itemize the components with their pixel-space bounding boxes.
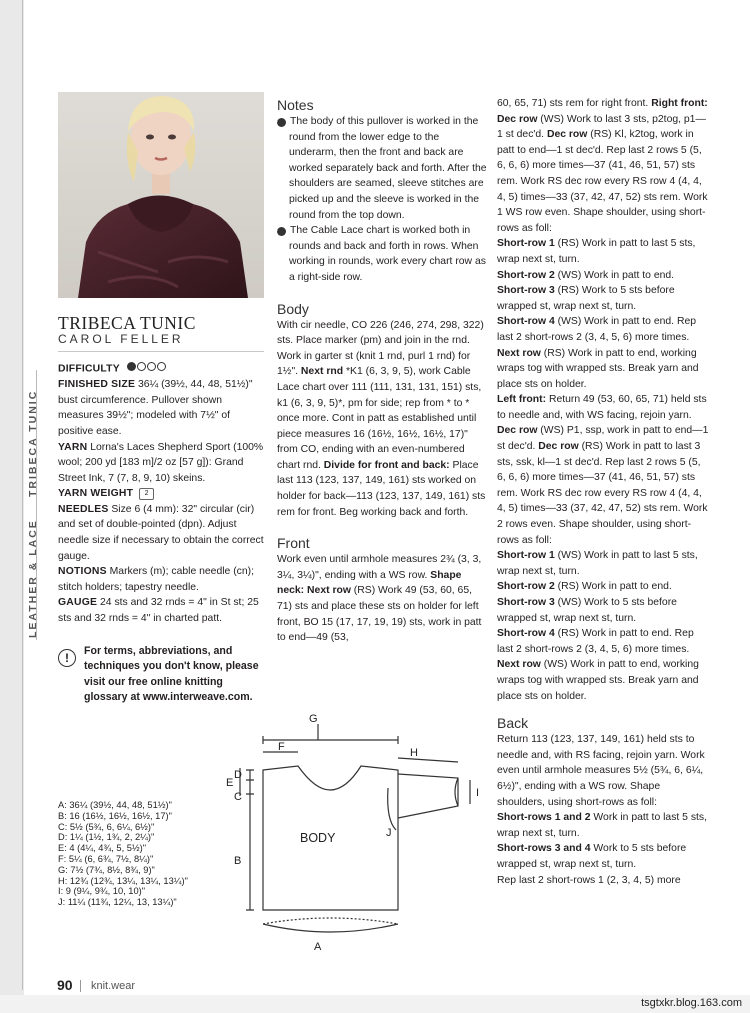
legend-item: A: 36¼ (39½, 44, 48, 51½)" — [58, 800, 172, 810]
legend-item: I: 9 (9¼, 9¾, 10, 10)" — [58, 886, 146, 897]
short-row — [497, 626, 709, 704]
needles-label: NEEDLES — [58, 503, 109, 515]
difficulty-dot-empty — [157, 362, 166, 371]
glossary-note — [58, 644, 268, 706]
yarn-weight — [58, 486, 268, 502]
short-row — [497, 268, 709, 284]
legend-item: D: 1¼ (1½, 1¾, 2, 2¼)" — [58, 832, 155, 843]
section-label: LEATHER & LACE — [27, 519, 39, 638]
short-row — [497, 283, 709, 314]
body-text: Place last 113 (123, 137, 149, 161) sts worked on holder for back—113 (123, 137, 149, 161) sts rem for front. Beg working back and forth. — [277, 459, 486, 518]
body-bold: Next rnd — [300, 366, 344, 378]
body-heading: Body — [277, 300, 309, 317]
watermark-bar — [0, 995, 750, 1013]
short-row-text: Work to 5 sts before wrapped st, wrap next st, turn. — [497, 843, 687, 870]
note-item — [273, 114, 487, 223]
body-bold: Divide for front and back: — [323, 459, 450, 471]
legend-item: H: 12¾ (12¾, 13¼, 13¼, 13¼)" — [58, 875, 188, 886]
yarn-weight-label: YARN WEIGHT — [58, 488, 134, 500]
col3-bold: Dec row — [546, 129, 588, 141]
designer-name: CAROL FELLER — [58, 332, 184, 346]
legend-item: E: 4 (4¼, 4¾, 5, 5½)" — [58, 843, 147, 854]
short-row-text: (WS) Work in patt to last 5 sts, wrap next st, turn. — [497, 550, 698, 577]
column-2 — [273, 96, 487, 646]
legend-item: B: 16 (16½, 16½, 16½, 17)" — [58, 810, 172, 821]
glossary-note-text: For terms, abbreviations, and techniques you don't know, please visit our free online knitting glossary at www.interweave.com. — [84, 645, 259, 704]
difficulty-dot-filled — [127, 362, 136, 371]
next-row-text: (RS) Work in patt to end, working wraps tog with wrapped sts. Break yarn and place sts on holder. — [497, 347, 699, 390]
schematic-letter: B — [234, 855, 242, 867]
schematic-letter: D — [234, 769, 242, 781]
short-row-label: Short-row 4 — [497, 628, 555, 640]
difficulty-rating — [127, 361, 167, 377]
notions-value: Markers (m); cable needle (cn); stitch holders; tapestry needle. — [58, 566, 254, 593]
short-row-label: Short-row 2 — [497, 581, 555, 593]
back-text: Return 113 (123, 137, 149, 161) held sts to needle and, with RS facing, rejoin yarn. Work even until armhole measures 5½ (5¾, 6, 6¼, 6½)", ending with a WS row. Shape shoulders, using short-rows as foll: — [497, 734, 705, 808]
gauge — [58, 595, 268, 626]
schematic-body-label: BODY — [300, 831, 336, 845]
short-row — [497, 314, 709, 392]
gauge-value: 24 sts and 32 rnds = 4" in St st; 25 sts and 32 rnds = 4" in charted patt. — [58, 597, 259, 625]
model-photo — [58, 92, 264, 298]
difficulty-dot-empty — [137, 362, 146, 371]
body-text: *K1 (6, 3, 9, 5), work Cable Lace chart over 111 (111, 131, 131, 151) sts, k1 (6, 3, 9, 5)*, pm for side; rep from * to * once more. Cont in patt as established until piece measures 16 (16½, 16½, 16½, 17)" from CO, ending with an even-numbered chart rnd. — [277, 366, 482, 471]
gutter-rule — [22, 0, 23, 990]
col3-bold: Dec row — [497, 425, 538, 437]
difficulty-label: DIFFICULTY — [58, 363, 120, 375]
title-divider — [58, 351, 264, 352]
bullet-arrow-icon: ▶ — [277, 227, 286, 236]
short-row-label: Short-row 3 — [497, 597, 555, 608]
yarn-weight-icon: 2 — [139, 488, 154, 500]
schematic-letter: H — [410, 747, 418, 759]
col3-text: (RS) Work in patt to last 3 sts, ssk, kl—1 st dec'd. Rep last 2 rows 5 (5, 6, 6, 6) more times—37 (41, 46, 51, 57) sts rem. Work RS dec row every RS row 4 (4, 4, 4, 5) times—33 (37, 42, 47, 52) sts rem. Work 2 rows even. Shape shoulder, using short-rows as foll: — [497, 441, 708, 546]
garment-schematic — [200, 710, 490, 960]
short-row — [497, 236, 709, 267]
yarn-label: YARN — [58, 441, 88, 453]
difficulty-row — [58, 361, 268, 377]
bullet-arrow-icon: ▶ — [277, 118, 286, 127]
schematic-letter: G — [309, 713, 318, 725]
schematic-letter: C — [234, 791, 242, 803]
finished-size-value: 36¼ (39½, 44, 48, 51½)" bust circumference. Pullover shown measures 39½"; modeled with 7½" of positive ease. — [58, 379, 253, 437]
front-text: (RS) Work 49 (53, 60, 65, 71) sts and place these sts on holder for left front, BO 15 (17, 17, 19, 19) sts, work in patt to end—49 (53, — [277, 585, 482, 644]
finished-size — [58, 377, 268, 439]
notions — [58, 564, 268, 595]
front-bold: Shape neck: Next row — [277, 569, 462, 597]
col3-bold: Dec row — [538, 441, 579, 453]
back-heading: Back — [497, 715, 529, 732]
needles-value: Size 6 (4 mm): 32" circular (cir) and set of double-pointed (dpn). Adjust needle size if necessary to obtain the correct gauge. — [58, 503, 264, 562]
schematic-letter: I — [476, 787, 480, 799]
notes-heading: Notes — [277, 97, 314, 113]
short-row-text: (RS) Work in patt to end. — [554, 581, 672, 593]
short-row-text: (WS) Work in patt to end. Rep last 2 short-rows 2 (3, 4, 5, 6) more times. — [497, 316, 697, 343]
col3-text: (WS) P1, ssp, work in patt to end—1 st dec'd. — [497, 425, 709, 453]
short-row — [497, 595, 709, 626]
short-row-text: (WS) Work to 5 sts before wrapped st, wrap next st, turn. — [497, 597, 677, 624]
schematic-letter: J — [386, 827, 392, 839]
yarn-value: Lorna's Laces Shepherd Sport (100% wool; 200 yd [183 m]/2 oz [57 g]): Grand Street Ink, 7 (7, 8, 9, 10) skeins. — [58, 441, 264, 484]
short-row-label: Short-rows 3 and 4 — [497, 843, 591, 855]
exclamation-icon: ! — [58, 649, 76, 667]
next-row-label: Next row — [497, 659, 541, 671]
schematic-sleeve-outline — [398, 774, 458, 818]
body-instructions — [277, 318, 487, 521]
body-text: With cir needle, CO 226 (246, 274, 298, 322) sts. Place marker (pm) and join in the rnd. Work in garter st (knit 1 rnd, purl 1 rnd) for 1½". — [277, 319, 484, 378]
short-row — [497, 548, 709, 579]
col3-text: 60, 65, 71) sts rem for right front. — [497, 98, 652, 109]
legend-item: G: 7½ (7¾, 8½, 8¾, 9)" — [58, 864, 155, 875]
short-row-text: (RS) Work in patt to last 5 sts, wrap next st, turn. — [497, 238, 696, 265]
pattern-title: TRIBECA TUNIC — [58, 313, 196, 333]
short-row-text: (WS) Work in patt to end. — [554, 269, 675, 281]
short-row-text: (RS) Work to 5 sts before wrapped st, wrap next st, turn. — [497, 285, 675, 312]
col3-text: (RS) Kl, k2tog, work in patt to end—1 st dec'd. Rep last 2 rows 5 (5, 6, 6, 6) more times—37 (41, 46, 51, 57) sts rem. Work RS dec row every RS row 4 (4, 4, 4, 5) times—33 (37, 42, 47, 52) sts rem. Work 1 WS row even. Shape shoulder, using short-rows as foll: — [497, 129, 708, 234]
difficulty-dot-empty — [147, 362, 156, 371]
next-row-label: Next row — [497, 347, 541, 359]
short-row-label: Short-row 3 — [497, 285, 555, 297]
model-illustration — [58, 92, 264, 298]
back-instructions — [497, 732, 709, 810]
pattern-side-label: TRIBECA TUNIC — [27, 389, 39, 497]
short-row-label: Short-row 2 — [497, 269, 555, 281]
schematic-legend — [58, 800, 188, 908]
col3-text: (WS) Work to last 3 sts, p2tog, p1—1 st dec'd. — [497, 113, 706, 141]
page-gutter — [0, 0, 24, 1013]
short-row-label: Short-row 4 — [497, 316, 555, 328]
front-instructions — [277, 552, 487, 646]
finished-size-label: FINISHED SIZE — [58, 379, 136, 391]
publication-name: knit.wear — [91, 980, 136, 992]
schematic-letter: E — [226, 777, 234, 789]
gauge-label: GAUGE — [58, 597, 98, 609]
short-row — [497, 810, 709, 841]
legend-item: C: 5½ (5¾, 6, 6¼, 6½)" — [58, 821, 155, 832]
note-text: The body of this pullover is worked in the round from the lower edge to the underarm, then the front and back are worked separately back and forth. After the shoulders are seamed, sleeve stitches are picked up and the sleeve is worked in the round from the top down. — [289, 116, 487, 221]
back-text: Rep last 2 short-rows 1 (2, 3, 4, 5) more — [497, 874, 681, 886]
watermark-text: tsgtxkr.blog.163.com — [641, 997, 742, 1009]
legend-item: F: 5¼ (6, 6¾, 7½, 8¼)" — [58, 853, 154, 864]
legend-item: J: 11¼ (11¾, 12¼, 13, 13¼)" — [58, 897, 177, 908]
footer-separator — [80, 980, 82, 992]
page-number: 90 — [57, 977, 73, 993]
short-row-text: Work in patt to last 5 sts, wrap next st, turn. — [497, 812, 707, 839]
short-row-label: Short-row 1 — [497, 550, 555, 562]
short-row — [497, 579, 709, 595]
schematic-letter: A — [314, 941, 322, 953]
left-front-instructions — [497, 392, 709, 548]
note-item — [273, 223, 487, 285]
short-row — [497, 841, 709, 872]
needles — [58, 502, 268, 564]
short-row-label: Short-row 1 — [497, 238, 555, 250]
short-row-label: Short-rows 1 and 2 — [497, 812, 591, 824]
yarn — [58, 440, 268, 487]
schematic-letter: F — [278, 741, 285, 753]
front-text: Work even until armhole measures 2¾ (3, 3, 3¼, 3¼)", ending with a WS row. — [277, 554, 482, 581]
short-row-text: (RS) Work in patt to end. Rep last 2 short-rows 2 (3, 4, 5, 6) more times. — [497, 628, 694, 655]
right-front-instructions — [497, 96, 709, 236]
note-text: The Cable Lace chart is worked both in rounds and back and forth in rows. When working in rounds, work every chart row as a right-side row. — [289, 225, 486, 283]
col3-text: Return 49 (53, 60, 65, 71) held sts to needle and, with WS facing, rejoin yarn. — [497, 394, 707, 421]
specs-column — [58, 361, 268, 627]
column-3 — [497, 96, 709, 888]
next-row-text: (WS) Work in patt to end, working wraps tog with wrapped sts. Break yarn and place sts on holder. — [497, 659, 699, 702]
col3-bold: Right front: Dec row — [497, 98, 708, 125]
front-heading: Front — [277, 535, 310, 552]
notions-label: NOTIONS — [58, 566, 107, 578]
left-front-label: Left front: — [497, 394, 547, 406]
